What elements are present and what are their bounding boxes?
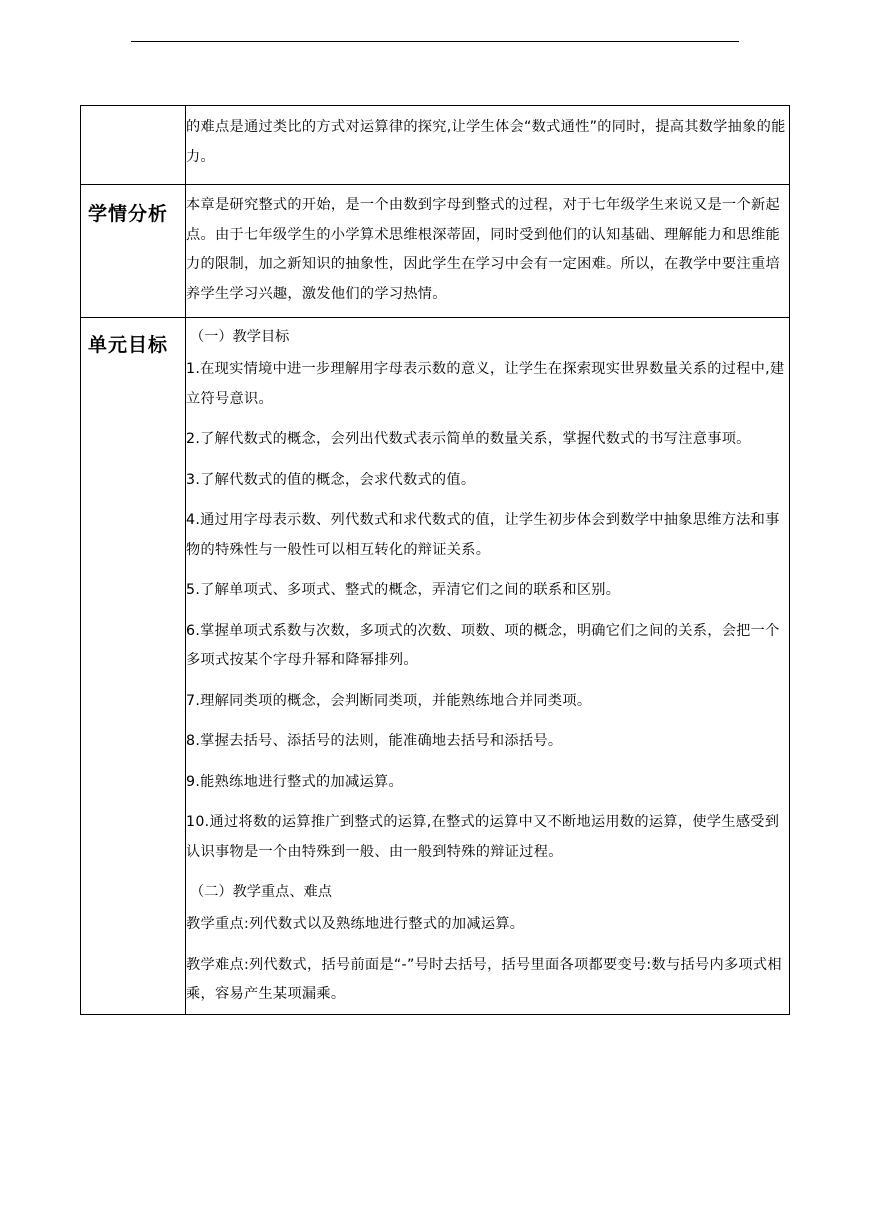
goals-label: 单元目标 [88,334,169,356]
lesson-plan-table [80,105,790,1015]
analysis-text: 本章是研究整式的开始，是一个由数到字母到整式的过程，对于七年级学生来说又是一个新起点。由于七年级学生的小学算术思维根深蒂固，同时受到他们的认知基础、理解能力和思维能力的限制，加之新知识的抽象性，因此学生在学习中会有一定困难。所以，在教学中要注重培养学生学习兴趣，激发他们的学习热情。 [186,197,780,302]
analysis-label-cell [81,185,186,318]
continued-label-cell [81,106,186,185]
key-difficult-heading: （二）教学重点、难点 [190,884,332,900]
goal-item: 8.掌握去括号、添括号的法则，能准确地去括号和添括号。 [186,733,563,749]
goal-item: 7.理解同类项的概念，会判断同类项，并能熟练地合并同类项。 [186,692,592,709]
goal-item: 1.在现实情境中进一步理解用字母表示数的意义，让学生在探索现实世界数量关系的过程中,建立符号意识。 [186,361,785,407]
goals-row [81,318,790,1015]
goal-item: 9.能熟练地进行整式的加减运算。 [186,773,403,790]
goal-item: 4.通过用字母表示数、列代数式和求代数式的值，让学生初步体会到数学中抽象思维方法和事物的特殊性与一般性可以相互转化的辩证关系。 [186,512,780,558]
goal-item: 5.了解单项式、多项式、整式的概念，弄清它们之间的联系和区别。 [186,582,621,598]
teaching-goals-heading: （一）教学目标 [190,329,290,345]
goal-item: 10.通过将数的运算推广到整式的运算,在整式的运算中又不断地运用数的运算，使学生感受到认识事物是一个由特殊到一般、由一般到特殊的辩证过程。 [186,814,780,860]
goals-content-cell [186,318,790,1015]
goal-item: 3.了解代数式的值的概念，会求代数式的值。 [186,471,476,488]
analysis-label: 学情分析 [88,203,169,225]
analysis-content-cell [186,185,790,318]
continued-content-cell [186,106,790,185]
goals-label-cell [81,318,186,1015]
goal-item: 6.掌握单项式系数与次数，多项式的次数、项数、项的概念，明确它们之间的关系，会把一个多项式按某个字母升幂和降幂排列。 [186,622,780,668]
difficult-point: 教学难点:列代数式，括号前面是“-”号时去括号，括号里面各项都要变号:数与括号内多项式相乘，容易产生某项漏乘。 [186,956,782,1002]
analysis-row [81,185,790,318]
continued-text: 的难点是通过类比的方式对运算律的探究,让学生体会“数式通性”的同时，提高其数学抽象的能力。 [186,119,786,165]
header-rule [131,41,739,42]
key-point: 教学重点:列代数式以及熟练地进行整式的加减运算。 [186,916,525,932]
continued-row [81,106,790,185]
goal-item: 2.了解代数式的概念，会列出代数式表示简单的数量关系，掌握代数式的书写注意事项。 [186,431,751,447]
